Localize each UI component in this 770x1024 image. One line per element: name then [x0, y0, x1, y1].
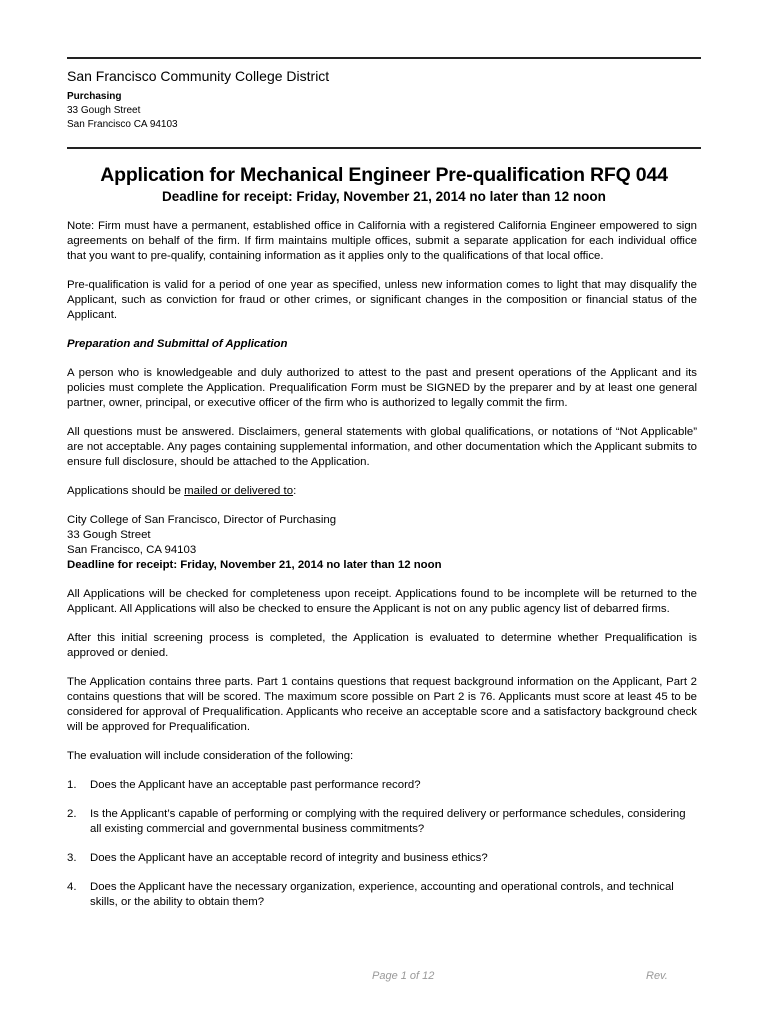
list-item-number: 1. [67, 779, 77, 791]
mailing-underlined: mailed or delivered to [184, 485, 294, 497]
list-item [67, 851, 697, 866]
mailing-paragraph [67, 484, 697, 499]
list-item-text: Does the Applicant have an acceptable record of integrity and business ethics? [90, 852, 488, 864]
list-item-number: 3. [67, 852, 77, 864]
mailing-prefix: Applications should be [67, 485, 185, 497]
parts-paragraph: The Application contains three parts. Part 1 contains questions that request background information on the Applicant, Part 2 contains questions that will be scored. The maximum score possible on Part 2 is 76. Applicants must score at least 45 to be considered for approval of Prequalification. Applicants who receive an acceptable score and a satisfactory background check will be approved for Prequalification. [67, 676, 697, 733]
list-item [67, 880, 697, 910]
header-street: 33 Gough Street [67, 105, 141, 116]
validity-paragraph: Pre-qualification is valid for a period of one year as specified, unless new information comes to light that may disqualify the Applicant, such as conviction for fraud or other crimes, or significant changes in the composition or financial status of the Applicant. [67, 279, 697, 321]
document-title: Application for Mechanical Engineer Pre-qualification RFQ 044 [100, 164, 668, 186]
delivery-address-line3: San Francisco, CA 94103 [67, 544, 197, 556]
district-name: San Francisco Community College District [67, 68, 330, 84]
criteria-list [67, 778, 697, 910]
header-rule [67, 147, 701, 149]
list-item-text: Is the Applicant’s capable of performing or complying with the required delivery or performance schedules, considering all existing commercial and governmental business commitments? [90, 808, 686, 835]
top-rule [67, 57, 701, 59]
questions-paragraph: All questions must be answered. Disclaimers, general statements with global qualifications, or notations of “Not Applicable” are not acceptable. Any pages containing supplemental information, and other documentation which the Applicant submits to ensure full disclosure, should be attached to the Application. [67, 426, 697, 468]
list-item [67, 778, 697, 793]
delivery-address-line2: 33 Gough Street [67, 529, 151, 541]
note-paragraph: Note: Firm must have a permanent, established office in California with a registered California Engineer empowered to sign agreements on behalf of the firm. If firm maintains multiple offices, submit a separate application for each individual office that you want to pre-qualify, containing information as it applies only to the qualifications of that local office. [67, 220, 697, 262]
screening-paragraph: After this initial screening process is completed, the Application is evaluated to determine whether Prequalification is approved or denied. [67, 632, 697, 659]
list-item-text: Does the Applicant have an acceptable past performance record? [90, 779, 421, 791]
header-city: San Francisco CA 94103 [67, 119, 178, 130]
deadline-subtitle: Deadline for receipt: Friday, November 21, 2014 no later than 12 noon [162, 189, 606, 204]
section-heading: Preparation and Submittal of Application [67, 338, 288, 350]
list-item [67, 807, 697, 837]
list-item-number: 4. [67, 881, 77, 893]
delivery-address-line1: City College of San Francisco, Director of Purchasing [67, 514, 337, 526]
list-item-text: Does the Applicant have the necessary organization, experience, accounting and operational controls, and technical skills, or the ability to obtain them? [90, 881, 674, 908]
evaluation-paragraph: The evaluation will include consideration of the following: [67, 750, 354, 762]
mailing-suffix: : [293, 485, 297, 497]
completeness-paragraph: All Applications will be checked for completeness upon receipt. Applications found to be incomplete will be returned to the Applicant. All Applications will also be checked to ensure the Applicant is not on any public agency list of debarred firms. [67, 588, 697, 615]
department-name: Purchasing [67, 91, 122, 102]
page-number: Page 1 of 12 [372, 970, 435, 982]
revision-label: Rev. [646, 970, 668, 982]
authorization-paragraph: A person who is knowledgeable and duly authorized to attest to the past and present operations of the Applicant and its policies must complete the Application. Prequalification Form must be SIGNED by the preparer and by at least one general partner, owner, principal, or executive officer of the firm who is authorized to legally commit the firm. [67, 367, 697, 409]
document-body [67, 219, 697, 924]
list-item-number: 2. [67, 808, 77, 820]
delivery-address [67, 513, 697, 573]
delivery-deadline: Deadline for receipt: Friday, November 21, 2014 no later than 12 noon [67, 559, 442, 571]
